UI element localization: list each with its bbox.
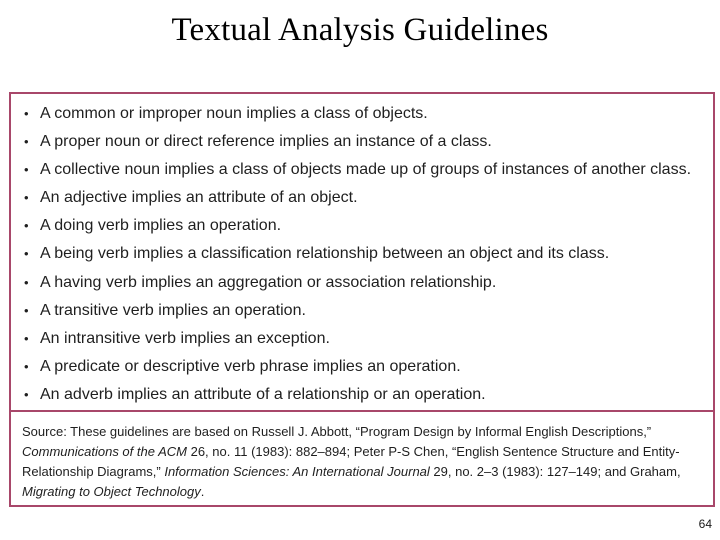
guideline-text: A having verb implies an aggregation or association relationship. <box>40 273 497 291</box>
guideline-text: A doing verb implies an operation. <box>40 217 282 235</box>
guideline-text: An adjective implies an attribute of an object. <box>40 189 358 207</box>
guideline-item <box>11 381 713 409</box>
bullet-icon: • <box>24 106 29 121</box>
guideline-text: A transitive verb implies an operation. <box>40 301 306 319</box>
source-end: . <box>200 484 205 499</box>
guideline-text: A common or improper noun implies a class of objects. <box>40 105 428 122</box>
guideline-text: A predicate or descriptive verb phrase implies an operation. <box>40 357 461 375</box>
source-mid-2: 29, no. 2–3 (1983): 127–149; and Graham, <box>429 464 681 479</box>
source-journal-1: Communications of the ACM <box>22 444 187 459</box>
guideline-text: A proper noun or direct reference implies an instance of a class. <box>40 133 492 151</box>
guideline-item <box>11 325 713 353</box>
bullet-icon: • <box>24 274 29 290</box>
bullet-icon: • <box>24 134 29 150</box>
source-mid-1: 26, no. 11 (1983): 882–894; Peter P-S Chen, “English Sentence Structure and Entity-Relationship Diagrams,” <box>22 444 680 479</box>
guideline-item <box>11 156 713 184</box>
guideline-item <box>11 100 713 128</box>
guideline-item <box>11 269 713 297</box>
bullet-icon: • <box>24 330 29 346</box>
bullet-icon: • <box>24 162 29 178</box>
bullet-icon: • <box>24 386 29 402</box>
bullet-icon: • <box>24 190 29 206</box>
source-citation <box>22 422 706 502</box>
guideline-item <box>11 297 713 325</box>
section-divider <box>11 410 713 412</box>
source-lead: Source: These guidelines are based on Russell J. Abbott, “Program Design by Informal English Descriptions,” <box>22 424 652 439</box>
guideline-item <box>11 184 713 212</box>
guideline-text: An intransitive verb implies an exception. <box>40 329 330 347</box>
guideline-text: An adverb implies an attribute of a relationship or an operation. <box>40 385 486 403</box>
slide-title: Textual Analysis Guidelines <box>171 12 549 48</box>
guidelines-box <box>9 92 715 507</box>
source-book: Migrating to Object Technology <box>22 484 201 499</box>
guideline-text: A collective noun implies a class of objects made up of groups of instances of another class. <box>40 161 692 179</box>
source-journal-2: Information Sciences: An International Journal <box>164 464 430 479</box>
guideline-text: A being verb implies a classification relationship between an object and its class. <box>40 245 610 263</box>
guideline-item <box>11 128 713 156</box>
guideline-item <box>11 240 713 268</box>
guidelines-list <box>11 100 713 409</box>
bullet-icon: • <box>24 302 29 318</box>
guideline-item <box>11 353 713 381</box>
bullet-icon: • <box>24 218 29 234</box>
bullet-icon: • <box>24 246 29 262</box>
guideline-item <box>11 212 713 240</box>
page-number: 64 <box>698 517 712 531</box>
bullet-icon: • <box>24 358 29 374</box>
